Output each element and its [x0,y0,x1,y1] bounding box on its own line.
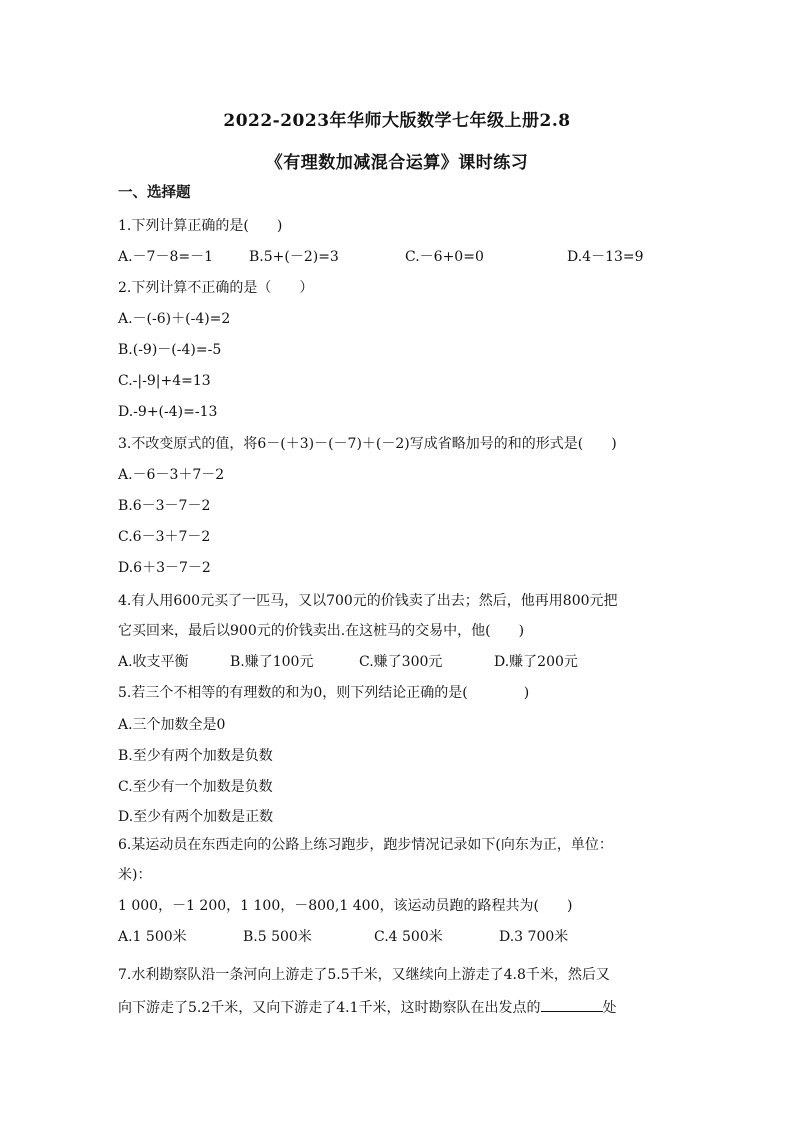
document-title-line2: 《有理数加减混合运算》课时练习 [265,153,529,173]
question-7-stem-line2 [118,997,617,1017]
question-4-option-d: D.赚了200元 [494,654,578,670]
question-4-option-c: C.赚了300元 [359,654,443,670]
question-1-option-d: D.4－13=9 [567,249,644,265]
question-1-stem: 1.下列计算正确的是( ) [118,218,283,234]
question-3-option-d: D.6＋3－7－2 [118,560,211,576]
question-7-stem-line2-text: 向下游走了5.2千米，又向下游走了4.1千米，这时勘察队在出发点的 [118,1000,541,1016]
answer-blank[interactable] [541,997,603,1012]
question-6-stem-line3: 1 000，－1 200，1 100，－800,1 400，该运动员跑的路程共为( ) [118,898,573,914]
question-1-option-c: C.－6+0=0 [405,249,484,265]
question-2-option-d: D.-9+(-4)=-13 [118,404,218,420]
document-title-line1: 2022-2023年华师大版数学七年级上册2.8 [223,111,571,131]
question-3-option-b: B.6－3－7－2 [118,498,211,514]
question-5-option-b: B.至少有两个加数是负数 [118,748,273,764]
question-3-stem: 3.不改变原式的值，将6－(＋3)－(－7)＋(－2)写成省略加号的和的形式是( ) [118,436,617,452]
question-4-stem-line2: 它买回来，最后以900元的价钱卖出.在这桩马的交易中，他( ) [118,623,525,639]
question-4-option-a: A.收支平衡 [118,654,189,670]
question-2-option-b: B.(-9)－(-4)=-5 [118,342,222,358]
section-heading: 一、选择题 [118,184,191,201]
question-2-stem: 2.下列计算不正确的是（ ） [118,280,314,296]
question-4-option-b: B.赚了100元 [230,654,314,670]
question-6-option-c: C.4 500米 [374,929,443,945]
question-5-stem: 5.若三个不相等的有理数的和为0，则下列结论正确的是( ) [118,685,530,701]
question-3-option-a: A.－6－3＋7－2 [118,467,225,483]
question-5-option-a: A.三个加数全是0 [118,717,226,733]
question-5-option-d: D.至少有两个加数是正数 [118,809,274,825]
question-6-stem-line2: 米)： [118,867,152,883]
question-6-option-d: D.3 700米 [499,929,569,945]
question-7-stem-line1: 7.水利勘察队沿一条河向上游走了5.5千米，又继续向上游走了4.8千米，然后又 [118,967,610,983]
question-3-option-c: C.6－3＋7－2 [118,529,211,545]
question-1-option-b: B.5+(－2)=3 [249,249,339,265]
question-1-option-a: A.－7－8=－1 [118,249,214,265]
question-6-option-b: B.5 500米 [243,929,312,945]
question-5-option-c: C.至少有一个加数是负数 [118,779,273,795]
question-2-option-c: C.-|-9|+4=13 [118,373,211,389]
question-4-stem-line1: 4.有人用600元买了一匹马，又以700元的价钱卖了出去；然后，他再用800元把 [118,593,618,609]
question-6-option-a: A.1 500米 [118,929,187,945]
question-2-option-a: A.－(-6)＋(-4)=2 [118,311,231,327]
question-6-stem-line1: 6.某运动员在东西走向的公路上练习跑步，跑步情况记录如下(向东为正，单位： [118,837,613,853]
question-7-stem-line2-end: 处 [602,1000,617,1016]
